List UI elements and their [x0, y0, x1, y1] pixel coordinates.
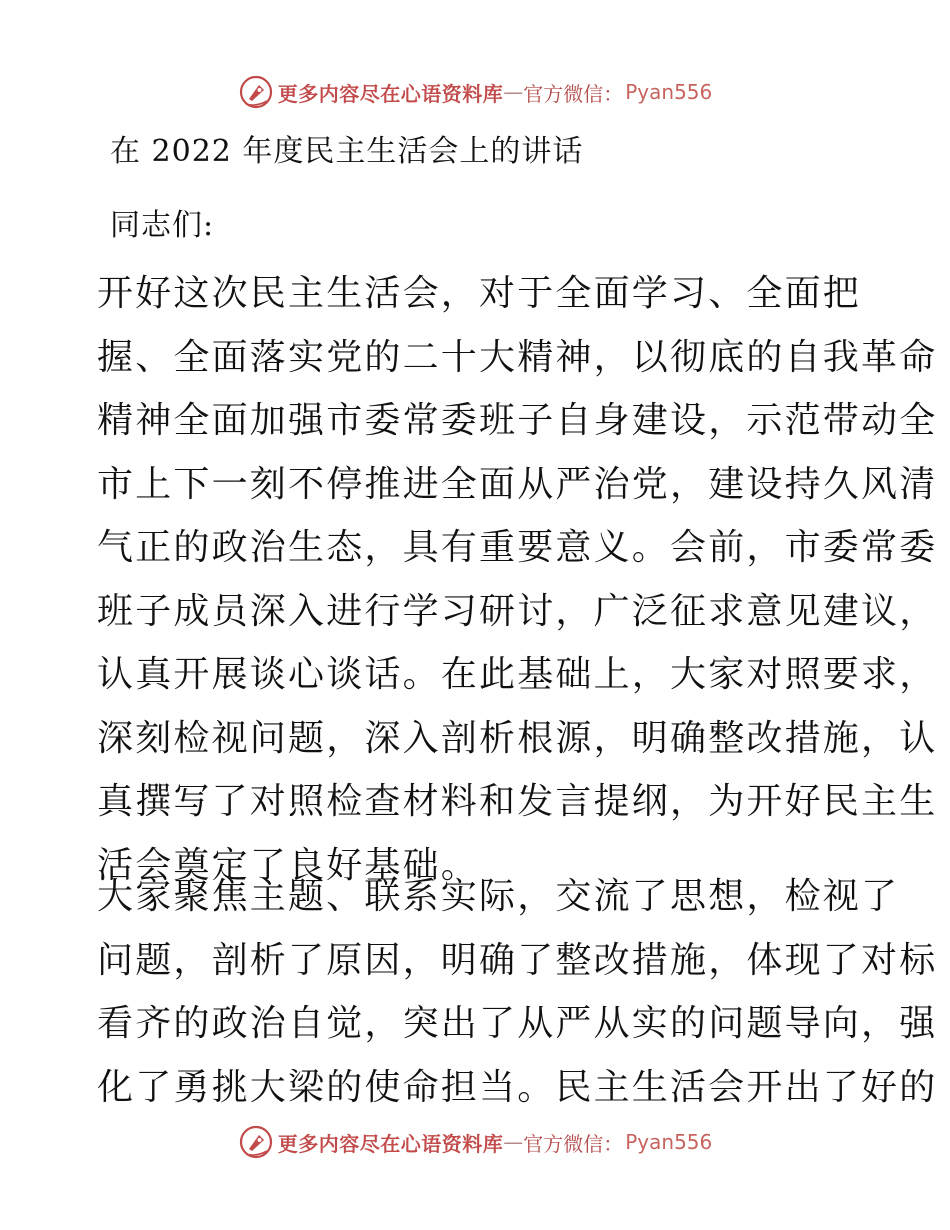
paragraph-line: 看齐的政治自觉，突出了从严从实的问题导向，强: [97, 1003, 938, 1044]
watermark-banner-top: [0, 72, 950, 112]
watermark-separator: —: [503, 1130, 524, 1154]
paragraph-line: 班子成员深入进行学习研讨，广泛征求意见建议，: [97, 590, 938, 632]
paragraph-line: 问题，剖析了原因，明确了整改措施，体现了对标: [97, 939, 938, 981]
paragraph-line: 认真开展谈心谈话。在此基础上，大家对照要求，: [97, 654, 938, 695]
paragraph-line: 化了勇挑大梁的使命担当。民主生活会开出了好的: [97, 1066, 938, 1108]
watermark-separator: —: [503, 80, 524, 104]
paragraph-line: 真撰写了对照检查材料和发言提纲，为开好民主生: [97, 781, 938, 822]
pen-nib-logo-icon: [238, 74, 274, 110]
paragraph-line: 活会奠定了良好基础。: [97, 844, 480, 886]
paragraph-line: 精神全面加强市委常委班子自身建设，示范带动全: [97, 400, 938, 441]
watermark-wechat-id: Pyan556: [625, 80, 713, 104]
watermark-suffix: 官方微信：: [523, 1131, 624, 1156]
paragraph-line: 市上下一刻不停推进全面从严治党，建设持久风清: [97, 463, 938, 505]
watermark-text: 更多内容尽在心语资料库: [277, 1131, 504, 1156]
paragraph-line: 大家聚焦主题、联系实际，交流了思想，检视了: [97, 876, 900, 917]
paragraph-line: 握、全面落实党的二十大精神，以彻底的自我革命: [97, 336, 938, 378]
watermark-banner-bottom: [0, 1122, 950, 1162]
paragraph-line: 气正的政治生态，具有重要意义。会前，市委常委: [97, 527, 938, 568]
pen-nib-logo-icon: [238, 1124, 274, 1160]
watermark-wechat-id: Pyan556: [625, 1130, 713, 1154]
paragraph-2: [97, 865, 938, 1119]
salutation: 同志们:: [110, 208, 215, 243]
document-title: 在 2022 年度民主生活会上的讲话: [110, 134, 584, 169]
paragraph-line: 深刻检视问题，深入剖析根源，明确整改措施，认: [97, 717, 938, 759]
watermark-text: 更多内容尽在心语资料库: [277, 81, 504, 106]
watermark-suffix: 官方微信：: [523, 81, 624, 106]
paragraph-line: 开好这次民主生活会，对于全面学习、全面把: [97, 273, 862, 314]
